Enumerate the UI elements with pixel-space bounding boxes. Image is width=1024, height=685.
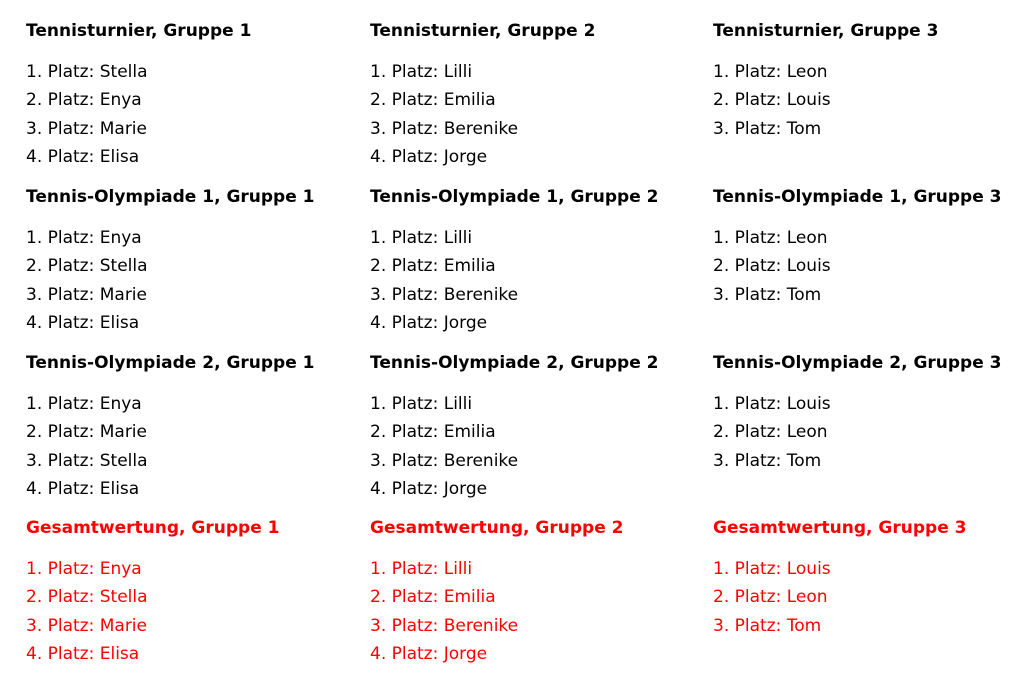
ranking-entry: 3. Platz: Tom (713, 450, 822, 471)
gesamtwertung-gruppe-2 (370, 517, 700, 668)
ranking-entry: 4. Platz: Elisa (26, 478, 140, 499)
ranking-entry: 1. Platz: Lilli (370, 559, 473, 579)
gesamtwertung-gruppe-3 (713, 517, 1024, 640)
section-title: Gesamtwertung, Gruppe 3 (713, 518, 967, 538)
ranking-entry: 1. Platz: Lilli (370, 394, 473, 414)
section-title: Tennisturnier, Gruppe 1 (26, 21, 252, 41)
olympiade-1-gruppe-1 (26, 186, 356, 337)
ranking-entry: 3. Platz: Marie (26, 615, 147, 636)
ranking-entry: 2. Platz: Emilia (370, 256, 496, 277)
ranking-entry: 1. Platz: Louis (713, 394, 831, 414)
ranking-entry: 1. Platz: Enya (26, 559, 142, 579)
section-title: Tennis-Olympiade 2, Gruppe 1 (26, 353, 315, 373)
ranking-entry: 1. Platz: Lilli (370, 228, 473, 248)
ranking-entry: 2. Platz: Enya (26, 90, 142, 111)
ranking-entry: 3. Platz: Berenike (370, 118, 519, 139)
ranking-entry: 2. Platz: Leon (713, 422, 828, 443)
ranking-entry: 4. Platz: Jorge (370, 643, 488, 664)
olympiade-2-gruppe-2 (370, 352, 700, 503)
ranking-entry: 3. Platz: Berenike (370, 615, 519, 636)
ranking-entry: 4. Platz: Elisa (26, 643, 140, 664)
section-title: Tennisturnier, Gruppe 2 (370, 21, 596, 41)
ranking-entry: 3. Platz: Tom (713, 615, 822, 636)
ranking-entry: 2. Platz: Stella (26, 256, 148, 277)
ranking-entry: 3. Platz: Marie (26, 118, 147, 139)
ranking-list (26, 555, 356, 668)
ranking-entry: 1. Platz: Lilli (370, 62, 473, 82)
ranking-entry: 1. Platz: Enya (26, 394, 142, 414)
olympiade-2-gruppe-1 (26, 352, 356, 503)
ranking-entry: 1. Platz: Leon (713, 228, 828, 248)
ranking-entry: 1. Platz: Leon (713, 62, 828, 82)
section-title: Gesamtwertung, Gruppe 1 (26, 518, 280, 538)
tennisturnier-gruppe-1 (26, 20, 356, 171)
olympiade-2-gruppe-3 (713, 352, 1024, 475)
ranking-entry: 2. Platz: Marie (26, 422, 147, 443)
ranking-entry: 2. Platz: Leon (713, 587, 828, 608)
ranking-list (713, 390, 1024, 475)
ranking-entry: 1. Platz: Louis (713, 559, 831, 579)
ranking-list (713, 224, 1024, 309)
ranking-entry: 3. Platz: Berenike (370, 284, 519, 305)
ranking-entry: 3. Platz: Stella (26, 450, 148, 471)
section-title: Tennis-Olympiade 1, Gruppe 3 (713, 187, 1002, 207)
tennisturnier-gruppe-2 (370, 20, 700, 171)
ranking-entry: 3. Platz: Marie (26, 284, 147, 305)
section-title: Tennis-Olympiade 1, Gruppe 2 (370, 187, 659, 207)
ranking-entry: 1. Platz: Stella (26, 62, 148, 82)
section-title: Tennis-Olympiade 2, Gruppe 2 (370, 353, 659, 373)
ranking-entry: 2. Platz: Louis (713, 90, 831, 111)
ranking-list (26, 390, 356, 503)
ranking-entry: 3. Platz: Tom (713, 118, 822, 139)
ranking-entry: 4. Platz: Jorge (370, 478, 488, 499)
ranking-entry: 3. Platz: Berenike (370, 450, 519, 471)
ranking-entry: 2. Platz: Emilia (370, 422, 496, 443)
olympiade-1-gruppe-3 (713, 186, 1024, 309)
ranking-list (26, 58, 356, 171)
ranking-entry: 2. Platz: Stella (26, 587, 148, 608)
ranking-entry: 2. Platz: Louis (713, 256, 831, 277)
ranking-list (370, 390, 700, 503)
ranking-list (370, 224, 700, 337)
gesamtwertung-gruppe-1 (26, 517, 356, 668)
ranking-entry: 1. Platz: Enya (26, 228, 142, 248)
ranking-entry: 4. Platz: Elisa (26, 146, 140, 167)
ranking-list (370, 58, 700, 171)
section-title: Tennis-Olympiade 1, Gruppe 1 (26, 187, 315, 207)
section-title: Tennis-Olympiade 2, Gruppe 3 (713, 353, 1002, 373)
tennisturnier-gruppe-3 (713, 20, 1024, 143)
ranking-list (370, 555, 700, 668)
section-title: Gesamtwertung, Gruppe 2 (370, 518, 624, 538)
olympiade-1-gruppe-2 (370, 186, 700, 337)
ranking-entry: 3. Platz: Tom (713, 284, 822, 305)
ranking-entry: 2. Platz: Emilia (370, 587, 496, 608)
ranking-entry: 4. Platz: Jorge (370, 312, 488, 333)
ranking-list (26, 224, 356, 337)
ranking-entry: 4. Platz: Elisa (26, 312, 140, 333)
ranking-entry: 2. Platz: Emilia (370, 90, 496, 111)
ranking-entry: 4. Platz: Jorge (370, 146, 488, 167)
section-title: Tennisturnier, Gruppe 3 (713, 21, 939, 41)
ranking-list (713, 555, 1024, 640)
ranking-list (713, 58, 1024, 143)
